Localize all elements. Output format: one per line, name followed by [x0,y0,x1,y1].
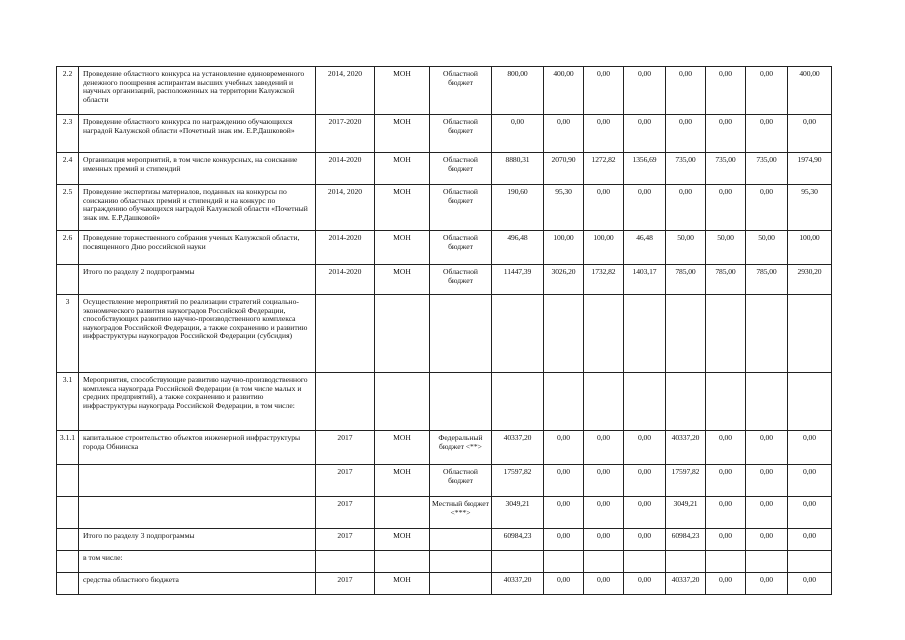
row-value [492,295,544,373]
row-value: 0,00 [746,529,788,551]
row-value: 0,00 [666,67,706,115]
row-value [544,373,584,431]
row-value: 17597,82 [492,465,544,497]
row-years [316,551,375,573]
row-number: 2.4 [57,153,79,185]
row-value: 1732,82 [584,265,624,295]
row-number: 3.1 [57,373,79,431]
row-value [584,373,624,431]
row-value: 735,00 [746,153,788,185]
row-years: 2017 [316,465,375,497]
row-value [584,551,624,573]
row-value: 0,00 [584,67,624,115]
row-value: 0,00 [544,529,584,551]
row-value: 2070,90 [544,153,584,185]
row-value: 0,00 [746,497,788,529]
row-value: 40337,20 [492,431,544,465]
row-value [746,373,788,431]
row-value: 400,00 [788,67,832,115]
row-number: 2.3 [57,115,79,153]
row-value [706,373,746,431]
row-source: Областной бюджет [430,153,492,185]
row-value: 60984,23 [666,529,706,551]
row-number: 3 [57,295,79,373]
row-value: 0,00 [492,115,544,153]
row-value: 95,30 [788,185,832,231]
row-value: 8880,31 [492,153,544,185]
row-value: 0,00 [584,529,624,551]
row-value: 0,00 [788,115,832,153]
row-value: 100,00 [544,231,584,265]
row-value: 0,00 [624,67,666,115]
row-value: 40337,20 [492,573,544,595]
row-source: Областной бюджет [430,185,492,231]
row-name: Осуществление мероприятий по реализации стратегий социально-экономического развития наукоградов Российской Федерации, способствующих развитию научно-производственного комплекса наукоградов Российской Федерации, а также сохранению и развитию инфраструктуры наукоградов Российской Федерации (субсидия) [79,295,316,373]
row-value: 50,00 [666,231,706,265]
table-row [57,529,832,551]
row-value: 0,00 [746,573,788,595]
row-value: 0,00 [788,465,832,497]
row-source [430,373,492,431]
row-value: 0,00 [788,431,832,465]
row-source: Областной бюджет [430,265,492,295]
row-value: 785,00 [666,265,706,295]
row-executor: МОН [375,431,430,465]
row-value [788,373,832,431]
row-years [316,373,375,431]
row-years: 2017 [316,529,375,551]
row-value: 0,00 [624,529,666,551]
row-name [79,497,316,529]
row-value [492,551,544,573]
row-name: Проведение торжественного собрания ученых Калужской области, посвященного Дню российской науки [79,231,316,265]
row-name: Проведение областного конкурса по награждению обучающихся наградой Калужской области «Почетный знак им. Е.Р.Дашковой» [79,115,316,153]
row-value: 100,00 [584,231,624,265]
row-source: Федеральный бюджет <**> [430,431,492,465]
row-value [666,551,706,573]
row-executor: МОН [375,265,430,295]
row-number [57,265,79,295]
row-number [57,573,79,595]
table-row [57,573,832,595]
row-value: 496,48 [492,231,544,265]
row-value: 100,00 [788,231,832,265]
table-row [57,431,832,465]
row-executor: МОН [375,573,430,595]
row-value [706,295,746,373]
row-source [430,573,492,595]
row-years: 2017-2020 [316,115,375,153]
row-value [706,551,746,573]
row-value: 60984,23 [492,529,544,551]
row-name: Проведение областного конкурса на установление единовременного денежного поощрения аспирантам высших учебных заведений и научных организаций, расположенных на территории Калужской области [79,67,316,115]
table-row [57,115,832,153]
row-value: 0,00 [624,185,666,231]
row-value: 3026,20 [544,265,584,295]
row-value [492,373,544,431]
row-name: в том числе: [79,551,316,573]
row-value: 40337,20 [666,573,706,595]
row-value: 400,00 [544,67,584,115]
row-value: 0,00 [624,115,666,153]
row-value: 3049,21 [666,497,706,529]
row-value: 50,00 [746,231,788,265]
row-value [544,295,584,373]
row-value [666,373,706,431]
row-value: 0,00 [624,573,666,595]
row-source: Областной бюджет [430,115,492,153]
row-value: 0,00 [788,573,832,595]
row-value: 785,00 [746,265,788,295]
row-value [666,295,706,373]
row-number [57,465,79,497]
row-value: 3049,21 [492,497,544,529]
table-row [57,265,832,295]
row-value: 0,00 [584,115,624,153]
row-name: Проведение экспертизы материалов, поданных на конкурсы по соисканию областных премий и стипендий и на конкурс по награждению обучающихся наградой Калужской области «Почетный знак им. Е.Р.Дашковой» [79,185,316,231]
row-executor: МОН [375,67,430,115]
row-number: 3.1.1 [57,431,79,465]
table-row [57,497,832,529]
row-value: 0,00 [584,497,624,529]
row-value: 0,00 [584,573,624,595]
row-executor [375,295,430,373]
row-value [788,295,832,373]
row-executor: МОН [375,529,430,551]
table-row [57,231,832,265]
row-value [746,295,788,373]
row-value: 17597,82 [666,465,706,497]
row-value: 785,00 [706,265,746,295]
row-number [57,529,79,551]
row-value: 95,30 [544,185,584,231]
row-value: 0,00 [544,573,584,595]
row-value: 0,00 [544,497,584,529]
row-name: Мероприятия, способствующие развитию научно-производственного комплекса наукограда Российской Федерации (в том числе малых и средних предприятий), а также сохранению и развитию инфраструктуры наукограда Российской Федерации, в том числе: [79,373,316,431]
row-source: Местный бюджет <***> [430,497,492,529]
row-value: 735,00 [666,153,706,185]
row-value: 2930,20 [788,265,832,295]
row-value: 0,00 [706,185,746,231]
row-name [79,465,316,497]
row-executor: МОН [375,153,430,185]
row-value: 11447,39 [492,265,544,295]
table-row [57,67,832,115]
row-executor: МОН [375,185,430,231]
row-value [584,295,624,373]
row-source [430,551,492,573]
row-value: 190,60 [492,185,544,231]
table-row [57,295,832,373]
row-name: Итого по разделу 3 подпрограммы [79,529,316,551]
row-value: 0,00 [706,529,746,551]
row-executor: МОН [375,115,430,153]
table-row [57,153,832,185]
row-value: 0,00 [544,115,584,153]
row-years: 2014-2020 [316,265,375,295]
row-value: 800,00 [492,67,544,115]
row-name: капитальное строительство объектов инженерной инфраструктуры города Обнинска [79,431,316,465]
row-source [430,295,492,373]
table-row [57,551,832,573]
row-value: 0,00 [544,431,584,465]
row-number [57,551,79,573]
row-executor [375,373,430,431]
row-value [746,551,788,573]
row-years: 2014-2020 [316,231,375,265]
row-value: 0,00 [584,185,624,231]
row-number: 2.2 [57,67,79,115]
row-source: Областной бюджет [430,231,492,265]
row-value: 0,00 [706,67,746,115]
row-value: 0,00 [706,115,746,153]
row-years: 2017 [316,497,375,529]
table-row [57,185,832,231]
row-value: 1403,17 [624,265,666,295]
row-value: 0,00 [544,465,584,497]
row-value: 1974,90 [788,153,832,185]
row-source [430,529,492,551]
row-value: 0,00 [666,185,706,231]
row-value: 0,00 [624,431,666,465]
row-name: средства областного бюджета [79,573,316,595]
row-value: 0,00 [746,465,788,497]
row-executor: МОН [375,231,430,265]
table-row [57,465,832,497]
row-source: Областной бюджет [430,465,492,497]
row-name: Итого по разделу 2 подпрограммы [79,265,316,295]
row-value: 0,00 [706,465,746,497]
row-value: 0,00 [746,431,788,465]
row-value: 0,00 [706,497,746,529]
row-value: 0,00 [624,465,666,497]
row-number: 2.5 [57,185,79,231]
row-number [57,497,79,529]
row-value: 0,00 [706,431,746,465]
row-years: 2014-2020 [316,153,375,185]
row-value [544,551,584,573]
row-value: 0,00 [788,529,832,551]
budget-table [56,66,832,595]
table-row [57,373,832,431]
row-value: 0,00 [746,115,788,153]
row-value: 0,00 [706,573,746,595]
row-executor [375,551,430,573]
row-value: 0,00 [584,431,624,465]
row-executor: МОН [375,465,430,497]
row-years: 2017 [316,573,375,595]
row-value: 0,00 [584,465,624,497]
row-years: 2014, 2020 [316,185,375,231]
row-years [316,295,375,373]
row-years: 2017 [316,431,375,465]
row-value: 0,00 [666,115,706,153]
row-value: 40337,20 [666,431,706,465]
row-value [788,551,832,573]
row-value: 1272,82 [584,153,624,185]
row-value: 50,00 [706,231,746,265]
row-value: 0,00 [746,67,788,115]
row-value: 0,00 [624,497,666,529]
row-value [624,551,666,573]
row-value: 0,00 [746,185,788,231]
row-value [624,373,666,431]
row-executor [375,497,430,529]
row-number: 2.6 [57,231,79,265]
row-name: Организация мероприятий, в том числе конкурсных, на соискание именных премий и стипендий [79,153,316,185]
row-source: Областной бюджет [430,67,492,115]
row-value: 735,00 [706,153,746,185]
row-value: 0,00 [788,497,832,529]
row-value: 46,48 [624,231,666,265]
row-years: 2014, 2020 [316,67,375,115]
row-value: 1356,69 [624,153,666,185]
row-value [624,295,666,373]
